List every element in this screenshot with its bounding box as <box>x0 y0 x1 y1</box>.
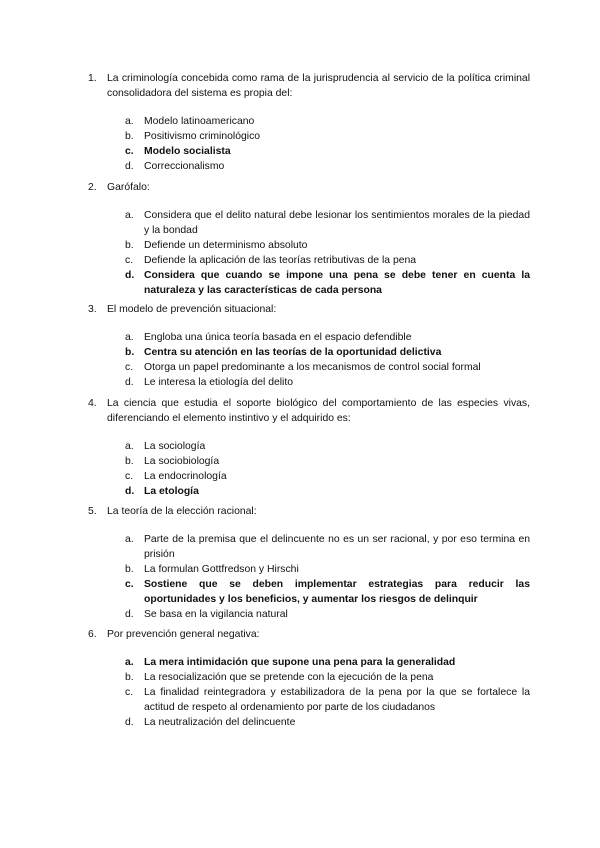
option-d <box>125 607 530 622</box>
option-letter: c. <box>125 687 134 698</box>
option-d <box>125 268 530 298</box>
option-text: La endocrinología <box>144 471 227 482</box>
option-b <box>125 454 530 469</box>
option-text: Correccionalismo <box>144 161 225 172</box>
option-a <box>125 655 530 670</box>
option-letter: b. <box>125 456 134 467</box>
option-text: Le interesa la etiología del delito <box>144 377 294 388</box>
option-d <box>125 484 530 499</box>
option-letter: a. <box>125 116 134 127</box>
option-list <box>88 532 530 622</box>
option-b <box>125 238 530 253</box>
option-text: Sostiene que se deben implementar estrategias para reducir las oportunidades y los beneficios, y aumentar los riesgos de delinquir <box>144 579 530 605</box>
option-text: Considera que cuando se impone una pena se debe tener en cuenta la naturaleza y las características de cada persona <box>144 270 530 296</box>
option-a <box>125 208 530 238</box>
option-text: Defiende la aplicación de las teorías retributivas de la pena <box>144 255 417 266</box>
option-list <box>88 114 530 174</box>
option-letter: d. <box>125 717 134 728</box>
option-list <box>88 330 530 390</box>
option-text: La etología <box>144 486 199 497</box>
option-c <box>125 577 530 607</box>
option-text: Se basa en la vigilancia natural <box>144 609 288 620</box>
question-5 <box>88 504 530 622</box>
option-text: La sociobiología <box>144 456 220 467</box>
option-text: Otorga un papel predominante a los mecanismos de control social formal <box>144 362 481 373</box>
question-number: 2. <box>88 182 97 193</box>
option-letter: d. <box>125 270 135 281</box>
option-a <box>125 439 530 454</box>
option-letter: b. <box>125 672 134 683</box>
option-letter: c. <box>125 471 134 482</box>
question-text: La teoría de la elección racional: <box>107 506 257 517</box>
option-letter: c. <box>125 579 134 590</box>
option-text: La mera intimidación que supone una pena para la generalidad <box>144 657 456 668</box>
question-number: 5. <box>88 506 97 517</box>
option-list <box>88 208 530 298</box>
option-text: Modelo latinoamericano <box>144 116 255 127</box>
option-d <box>125 715 530 730</box>
option-list <box>88 439 530 499</box>
option-letter: a. <box>125 210 134 221</box>
question-text: La criminología concebida como rama de la jurisprudencia al servicio de la política criminal consolidadora del sistema es propia del: <box>107 73 530 99</box>
option-d <box>125 159 530 174</box>
option-letter: a. <box>125 657 134 668</box>
option-text: Considera que el delito natural debe lesionar los sentimientos morales de la piedad y la bondad <box>144 210 530 236</box>
option-c <box>125 144 530 159</box>
option-letter: b. <box>125 564 134 575</box>
question-4 <box>88 396 530 499</box>
option-text: Centra su atención en las teorías de la oportunidad delictiva <box>144 347 442 358</box>
option-letter: d. <box>125 161 134 172</box>
option-a <box>125 114 530 129</box>
option-text: Positivismo criminológico <box>144 131 261 142</box>
question-number: 6. <box>88 629 97 640</box>
option-letter: a. <box>125 441 134 452</box>
question-text: La ciencia que estudia el soporte biológico del comportamiento de las especies vivas, diferenciando el elemento instintivo y el adquirido es: <box>107 398 530 424</box>
option-letter: c. <box>125 146 134 157</box>
option-letter: d. <box>125 377 134 388</box>
option-letter: b. <box>125 240 134 251</box>
option-text: Defiende un determinismo absoluto <box>144 240 308 251</box>
option-text: Parte de la premisa que el delincuente no es un ser racional, y por eso termina en prisión <box>144 534 530 560</box>
option-c <box>125 685 530 715</box>
option-text: La sociología <box>144 441 206 452</box>
option-text: La formulan Gottfredson y Hirschi <box>144 564 299 575</box>
option-letter: c. <box>125 362 134 373</box>
option-c <box>125 469 530 484</box>
option-text: La neutralización del delincuente <box>144 717 296 728</box>
question-number: 4. <box>88 398 97 409</box>
option-letter: b. <box>125 131 134 142</box>
option-a <box>125 532 530 562</box>
option-list <box>88 655 530 730</box>
option-b <box>125 670 530 685</box>
question-1 <box>88 71 530 174</box>
option-a <box>125 330 530 345</box>
option-c <box>125 360 530 375</box>
option-text: Engloba una única teoría basada en el espacio defendible <box>144 332 412 343</box>
option-text: La finalidad reintegradora y estabilizadora de la pena por la que se fortalece la actitud de respeto al ordenamiento por parte de los ciudadanos <box>144 687 530 713</box>
question-text: Por prevención general negativa: <box>107 629 260 640</box>
option-letter: d. <box>125 486 135 497</box>
option-text: Modelo socialista <box>144 146 231 157</box>
question-2 <box>88 180 530 298</box>
question-number: 1. <box>88 73 97 84</box>
option-text: La resocialización que se pretende con la ejecución de la pena <box>144 672 434 683</box>
option-letter: c. <box>125 255 134 266</box>
option-letter: a. <box>125 534 134 545</box>
question-text: El modelo de prevención situacional: <box>107 304 277 315</box>
option-letter: b. <box>125 347 135 358</box>
question-number: 3. <box>88 304 97 315</box>
option-b <box>125 562 530 577</box>
question-3 <box>88 302 530 390</box>
option-letter: d. <box>125 609 134 620</box>
question-text: Garófalo: <box>107 182 150 193</box>
option-letter: a. <box>125 332 134 343</box>
option-b <box>125 345 530 360</box>
question-6 <box>88 627 530 730</box>
option-d <box>125 375 530 390</box>
option-b <box>125 129 530 144</box>
option-c <box>125 253 530 268</box>
